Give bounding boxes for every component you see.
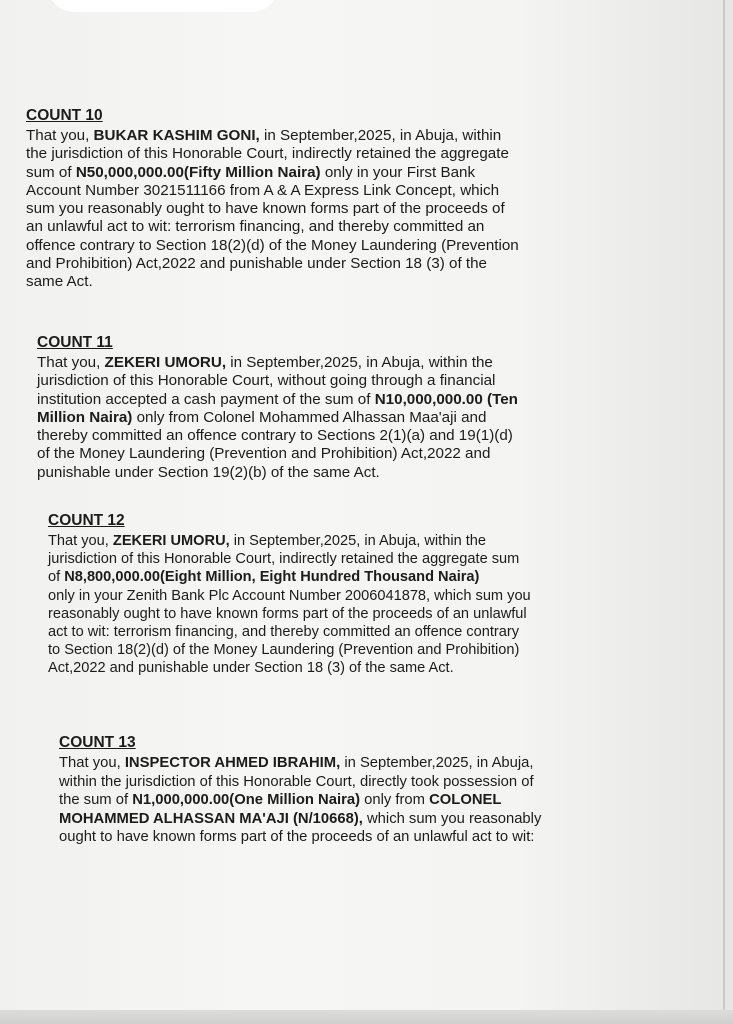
count-text-line bbox=[26, 182, 666, 200]
count-text-line bbox=[26, 273, 666, 291]
count-text-line bbox=[48, 659, 688, 677]
text-segment: That you, bbox=[59, 755, 125, 771]
count-text-line bbox=[59, 773, 699, 792]
text-segment: jurisdiction of this Honorable Court, without going through a financial bbox=[37, 372, 496, 390]
count-text-line bbox=[26, 127, 666, 145]
text-segment: an unlawful act to wit: terrorism financing, and thereby committed an bbox=[26, 218, 485, 236]
page-edge-right bbox=[723, 0, 725, 1024]
count-text-line bbox=[26, 164, 666, 182]
count-heading: COUNT 11 bbox=[37, 334, 113, 351]
text-segment: sum of bbox=[26, 163, 76, 181]
count-text-line bbox=[59, 828, 699, 847]
text-segment: of bbox=[48, 569, 65, 586]
count-text-line bbox=[26, 237, 666, 255]
count-body bbox=[48, 532, 688, 678]
text-segment: That you, bbox=[48, 533, 113, 549]
text-segment: jurisdiction of this Honorable Court, indirectly retained the aggregate sum bbox=[48, 551, 520, 568]
count-body bbox=[37, 354, 677, 482]
text-segment: only from bbox=[360, 792, 430, 809]
count-12-section bbox=[48, 511, 688, 678]
count-13-section bbox=[59, 733, 699, 847]
bold-text-segment: MOHAMMED ALHASSAN MA'AJI (N/10668), bbox=[59, 810, 363, 827]
bold-text-segment: N50,000,000.00(Fifty Million Naira) bbox=[75, 163, 321, 181]
count-text-line bbox=[37, 391, 677, 409]
count-text-line bbox=[37, 409, 677, 427]
text-segment: same Act. bbox=[26, 273, 93, 291]
count-text-line bbox=[26, 255, 666, 273]
text-segment: Account Number 3021511166 from A & A Express Link Concept, which bbox=[26, 181, 500, 199]
count-text-line bbox=[37, 445, 677, 463]
count-10-section bbox=[26, 106, 666, 292]
bold-text-segment: N1,000,000.00(One Million Naira) bbox=[132, 792, 361, 809]
bold-text-segment: N8,800,000.00(Eight Million, Eight Hundred Thousand Naira) bbox=[64, 569, 480, 586]
count-text-line bbox=[37, 464, 677, 482]
count-text-line bbox=[48, 641, 688, 659]
count-text-line bbox=[48, 623, 688, 641]
text-segment: the jurisdiction of this Honorable Court, indirectly retained the aggregate bbox=[26, 145, 509, 163]
count-heading: COUNT 10 bbox=[26, 107, 103, 124]
count-text-line bbox=[48, 532, 688, 550]
count-heading: COUNT 13 bbox=[59, 734, 136, 751]
text-segment: within the jurisdiction of this Honorable Court, directly took possession of bbox=[59, 773, 534, 790]
text-segment: only in your Zenith Bank Plc Account Number 2006041878, which sum you bbox=[48, 587, 531, 604]
text-segment: in September,2025, in Abuja, bbox=[340, 755, 534, 771]
text-segment: reasonably ought to have known forms part of the proceeds of an unlawful bbox=[48, 605, 527, 622]
text-segment: to Section 18(2)(d) of the Money Laundering (Prevention and Prohibition) bbox=[48, 642, 520, 659]
bold-text-segment: COLONEL bbox=[429, 792, 502, 809]
text-segment: Act,2022 and punishable under Section 18 (3) of the same Act. bbox=[48, 660, 454, 677]
count-text-line bbox=[59, 754, 699, 773]
count-body bbox=[59, 754, 699, 847]
count-text-line bbox=[59, 791, 699, 810]
text-segment: in September,2025, in Abuja, within the bbox=[226, 354, 493, 371]
text-segment: in September,2025, in Abuja, within the bbox=[229, 533, 487, 549]
text-segment: only in your First Bank bbox=[320, 163, 476, 181]
text-segment: in September,2025, in Abuja, within bbox=[259, 127, 502, 144]
text-segment: That you, bbox=[26, 127, 94, 144]
page-edge-bottom bbox=[0, 1010, 733, 1024]
count-text-line bbox=[48, 550, 688, 568]
count-text-line bbox=[37, 354, 677, 372]
count-body bbox=[26, 127, 666, 292]
count-text-line bbox=[48, 568, 688, 586]
text-segment: act to wit: terrorism financing, and thereby committed an offence contrary bbox=[48, 624, 520, 641]
text-segment: sum you reasonably ought to have known forms part of the proceeds of bbox=[26, 200, 505, 218]
count-heading: COUNT 12 bbox=[48, 512, 125, 529]
text-segment: and Prohibition) Act,2022 and punishable under Section 18 (3) of the bbox=[26, 255, 488, 273]
count-text-line bbox=[37, 372, 677, 390]
text-segment: thereby committed an offence contrary to Sections 2(1)(a) and 19(1)(d) bbox=[37, 427, 513, 445]
count-text-line bbox=[48, 587, 688, 605]
count-text-line bbox=[48, 605, 688, 623]
text-segment: the sum of bbox=[59, 792, 133, 809]
text-segment: punishable under Section 19(2)(b) of the same Act. bbox=[37, 463, 380, 481]
bold-text-segment: INSPECTOR AHMED IBRAHIM, bbox=[124, 755, 341, 771]
bold-text-segment: BUKAR KASHIM GONI, bbox=[93, 127, 260, 144]
text-segment: ought to have known forms part of the proceeds of an unlawful act to wit: bbox=[59, 829, 535, 846]
bold-text-segment: ZEKERI UMORU, bbox=[112, 533, 230, 549]
text-segment: which sum you reasonably bbox=[362, 810, 542, 827]
count-text-line bbox=[37, 427, 677, 445]
paper-clip-tab bbox=[48, 0, 278, 12]
text-segment: only from Colonel Mohammed Alhassan Maa'aji and bbox=[132, 408, 487, 426]
text-segment: institution accepted a cash payment of the sum of bbox=[37, 390, 375, 408]
count-text-line bbox=[59, 810, 699, 829]
text-segment: That you, bbox=[37, 354, 105, 371]
count-text-line bbox=[26, 218, 666, 236]
count-11-section bbox=[37, 333, 677, 482]
bold-text-segment: N10,000,000.00 (Ten bbox=[374, 390, 518, 408]
count-text-line bbox=[26, 200, 666, 218]
bold-text-segment: ZEKERI UMORU, bbox=[104, 354, 227, 371]
text-segment: offence contrary to Section 18(2)(d) of the Money Laundering (Prevention bbox=[26, 236, 519, 254]
count-text-line bbox=[26, 145, 666, 163]
bold-text-segment: Million Naira) bbox=[37, 408, 133, 426]
text-segment: of the Money Laundering (Prevention and Prohibition) Act,2022 and bbox=[37, 445, 491, 463]
